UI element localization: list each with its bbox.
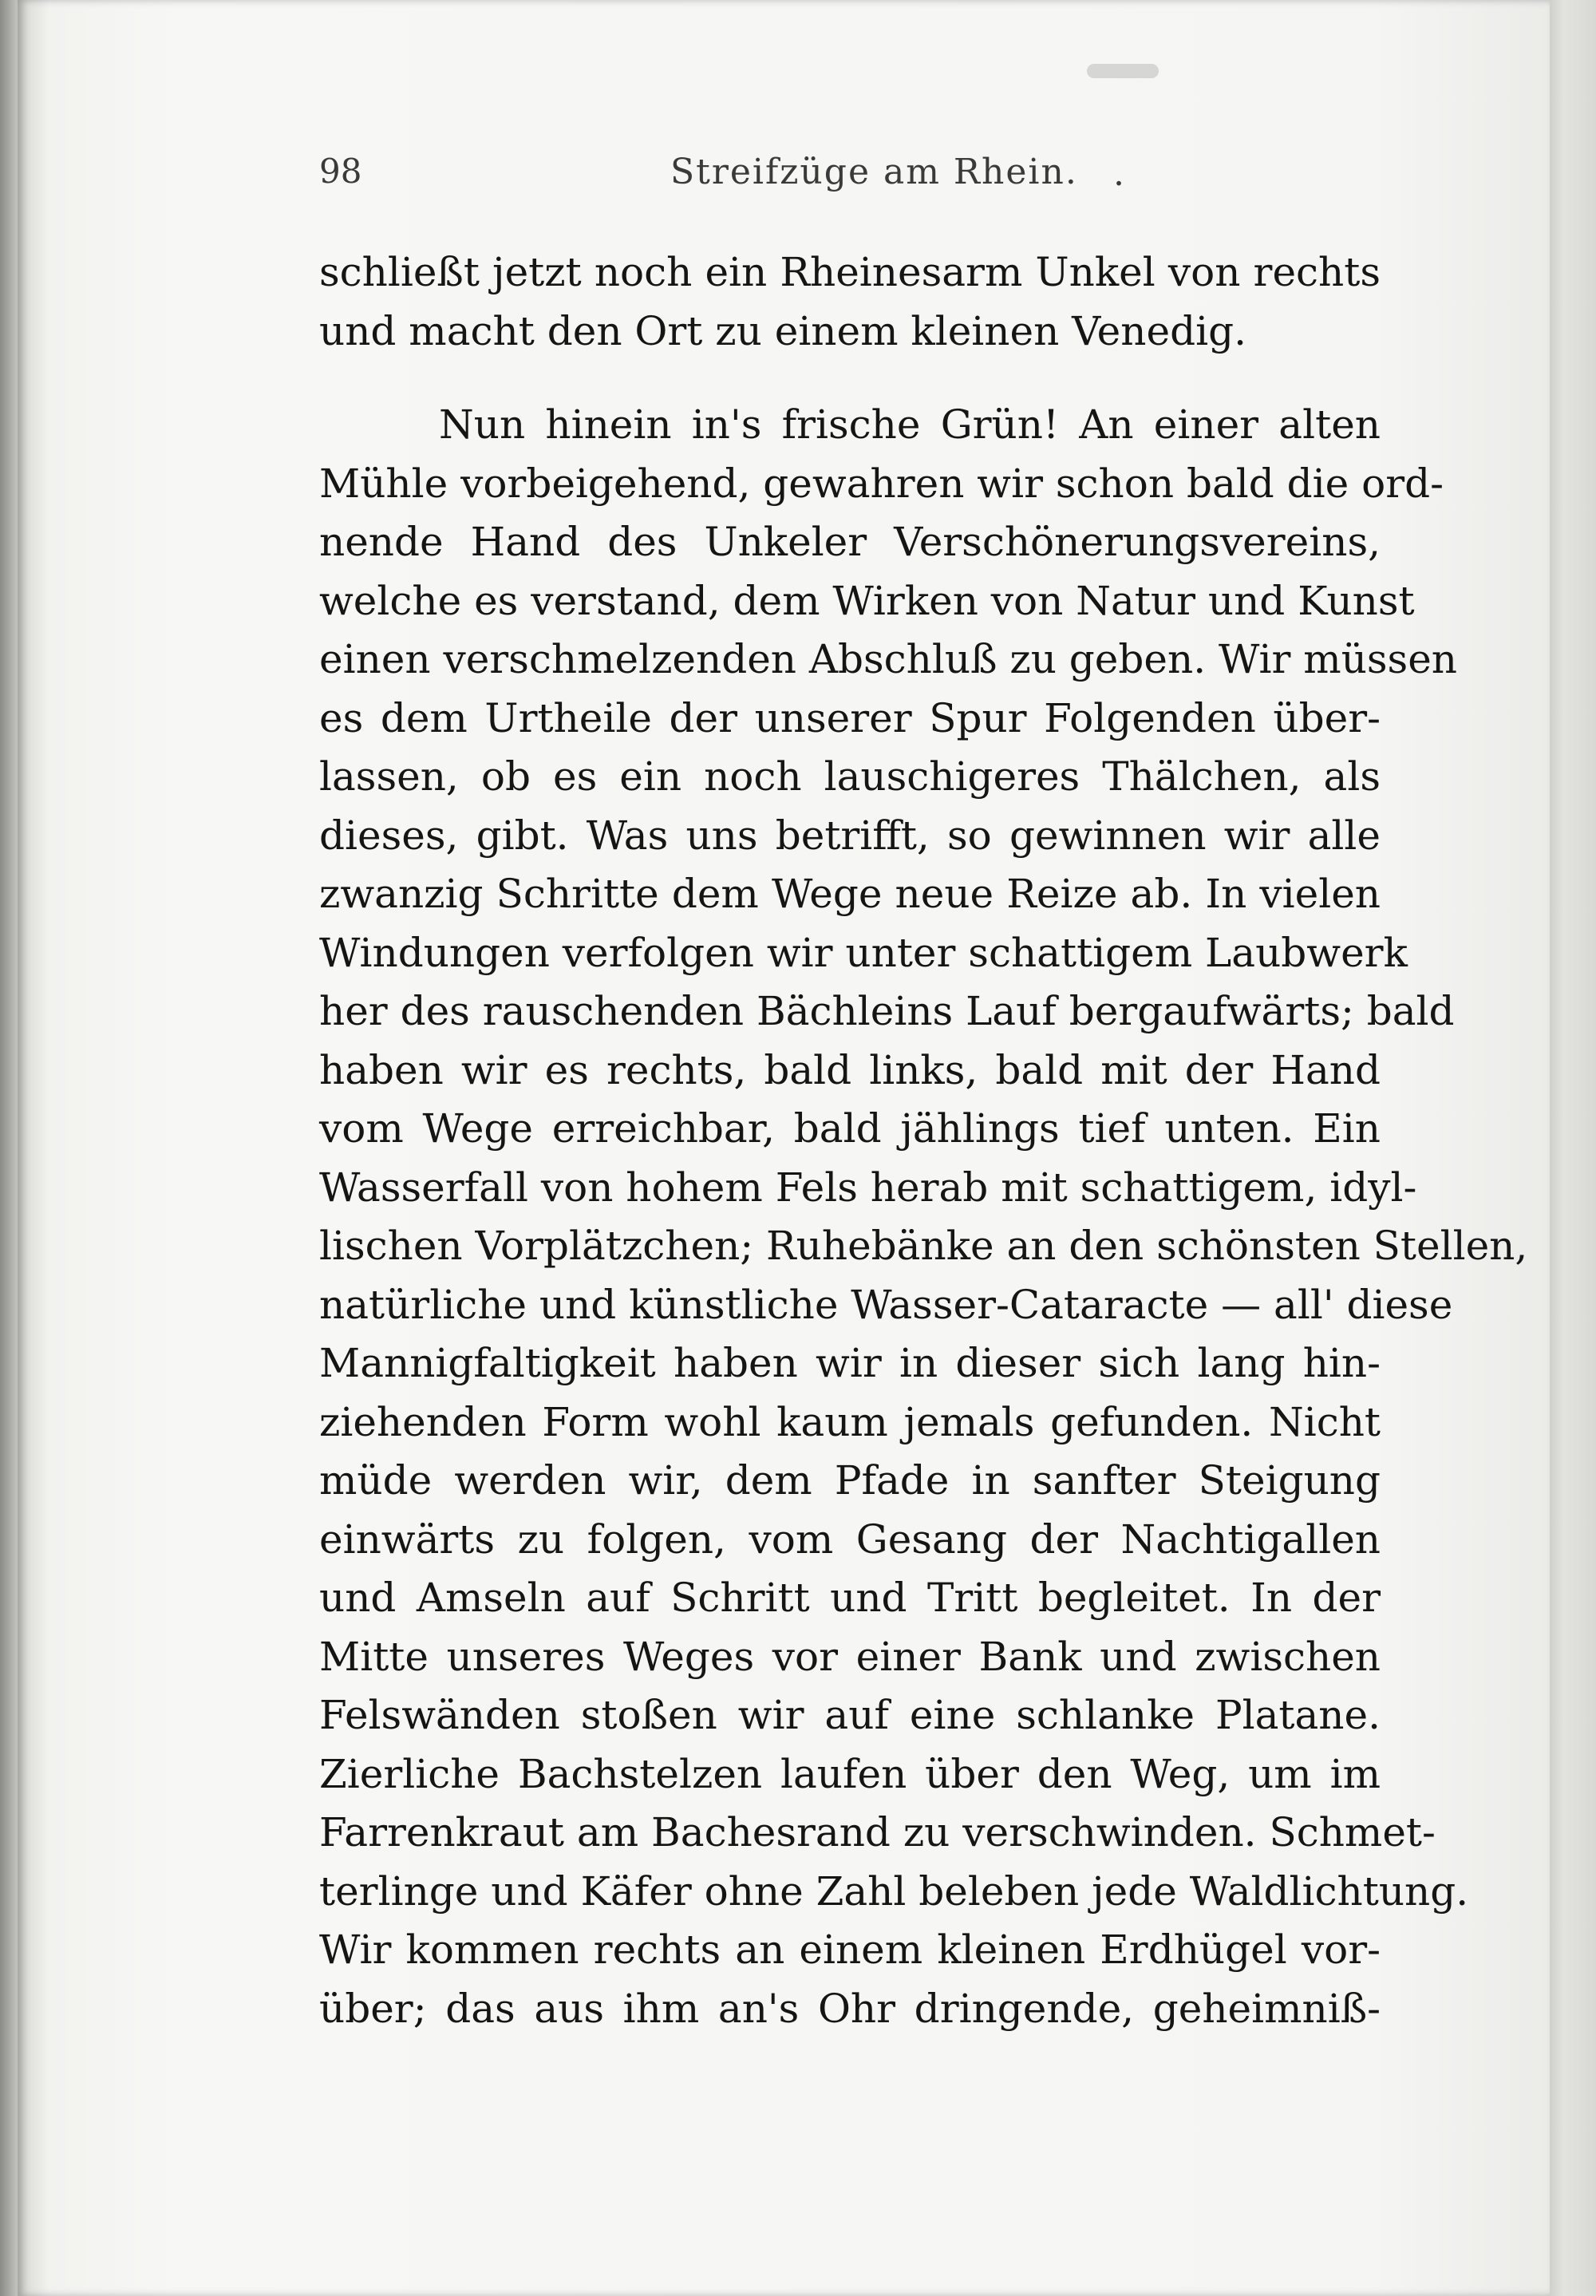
text-line: lassen, ob es ein noch lauschigeres Thälchen, als	[319, 753, 1381, 800]
text-line: Farrenkraut am Bachesrand zu verschwinden. Schmet-	[319, 1809, 1436, 1855]
text-line: her des rauschenden Bächleins Lauf bergaufwärts; bald	[319, 988, 1455, 1034]
text-line: Felswänden stoßen wir auf eine schlanke Platane.	[319, 1692, 1381, 1738]
text-line: und macht den Ort zu einem kleinen Venedig.	[319, 307, 1246, 354]
text-line: natürliche und künstliche Wasser-Cataracte — all' diese	[319, 1281, 1453, 1328]
print-smudge	[1087, 64, 1159, 78]
page-edge	[1550, 0, 1596, 2296]
body-text	[319, 243, 1528, 2038]
text-line: haben wir es rechts, bald links, bald mit der Hand	[319, 1046, 1381, 1093]
text-line: vom Wege erreichbar, bald jählings tief unten. Ein	[319, 1105, 1381, 1152]
text-line: Nun hinein in's frische Grün! An einer alten	[439, 401, 1381, 448]
text-line: Wir kommen rechts an einem kleinen Erdhügel vor-	[319, 1927, 1381, 1973]
page-number: 98	[319, 152, 362, 191]
page-header	[319, 152, 1381, 207]
header-mark: .	[1113, 153, 1124, 194]
text-line: über; das aus ihm an's Ohr dringende, geheimniß-	[319, 1985, 1381, 2032]
text-line: Zierliche Bachstelzen laufen über den Weg, um im	[319, 1750, 1381, 1797]
text-line: einen verschmelzenden Abschluß zu geben. Wir müssen	[319, 636, 1458, 682]
text-line: es dem Urtheile der unserer Spur Folgenden über-	[319, 694, 1381, 741]
text-line: lischen Vorplätzchen; Ruhebänke an den schönsten Stellen,	[319, 1223, 1528, 1269]
text-line: zwanzig Schritte dem Wege neue Reize ab. In vielen	[319, 871, 1381, 917]
text-line: Windungen verfolgen wir unter schattigem Laubwerk	[319, 929, 1408, 976]
running-head: Streifzüge am Rhein.	[670, 152, 1078, 192]
text-line: terlinge und Käfer ohne Zahl beleben jede Waldlichtung.	[319, 1867, 1469, 1915]
text-line: Mitte unseres Weges vor einer Bank und zwischen	[319, 1633, 1381, 1680]
paragraph-gap	[319, 361, 1381, 396]
text-line: welche es verstand, dem Wirken von Natur und Kunst	[319, 577, 1415, 624]
text-line: Wasserfall von hohem Fels herab mit schattigem, idyl-	[319, 1164, 1417, 1211]
text-line: müde werden wir, dem Pfade in sanfter Steigung	[319, 1457, 1381, 1504]
text-line: einwärts zu folgen, vom Gesang der Nachtigallen	[319, 1516, 1381, 1563]
text-line: Mannigfaltigkeit haben wir in dieser sich lang hin-	[319, 1340, 1381, 1386]
text-line: Mühle vorbeigehend, gewahren wir schon bald die ord-	[319, 460, 1444, 507]
text-line: nende Hand des Unkeler Verschönerungsvereins,	[319, 519, 1381, 565]
text-line: ziehenden Form wohl kaum jemals gefunden. Nicht	[319, 1398, 1381, 1445]
text-line: dieses, gibt. Was uns betrifft, so gewinnen wir alle	[319, 812, 1381, 859]
text-line: schließt jetzt noch ein Rheinesarm Unkel von rechts	[319, 249, 1381, 295]
text-line: und Amseln auf Schritt und Tritt begleitet. In der	[319, 1575, 1381, 1621]
